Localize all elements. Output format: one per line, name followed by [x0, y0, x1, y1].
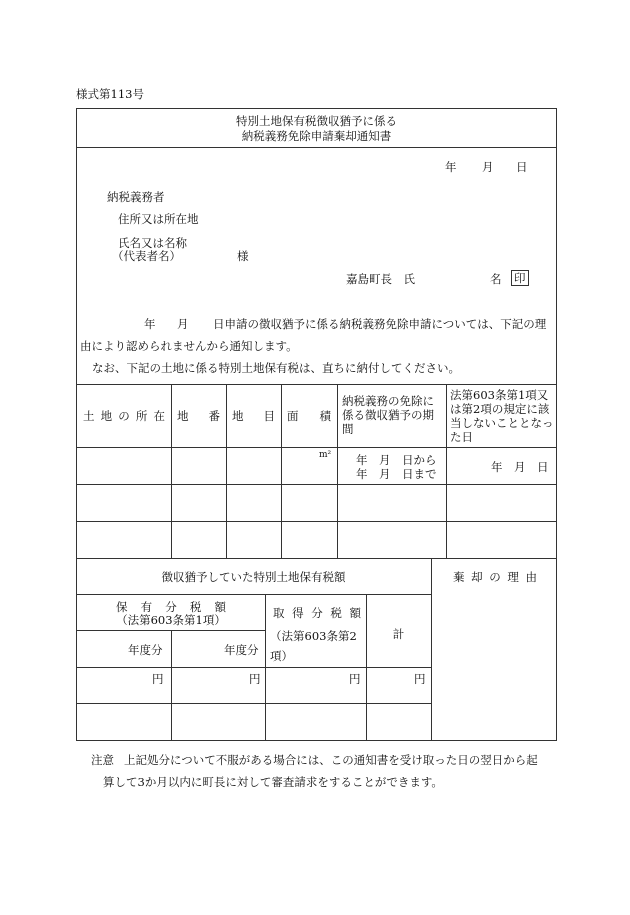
seal-mark [511, 270, 529, 286]
header-exclusion: 法第603条第1項又は第2項の規定に該当しないこととなった日 [450, 388, 554, 444]
header-period: 納税義務の免除に係る徴収猶予の期間 [342, 394, 434, 436]
header-location: 土地の所在 [83, 409, 165, 423]
acquisition-sub: （法第603条第2項） [270, 629, 357, 663]
body-line3: なお、下記の土地に係る特別土地保有税は、直ちに納付してください。 [92, 361, 460, 375]
form-title-line2: 納税義務免除申請棄却通知書 [241, 129, 392, 143]
yen-4: 円 [414, 672, 426, 686]
issuer-name-char: 名 [490, 272, 502, 286]
taxpayer-label: 納税義務者 [107, 190, 165, 204]
yen-2: 円 [249, 672, 261, 686]
fiscal-year-1: 年度分 [128, 643, 163, 657]
note-label: 注意 [91, 753, 114, 767]
date-year: 年 [445, 160, 457, 174]
yen-1: 円 [152, 672, 164, 686]
period-from: 年 月 日から [356, 453, 437, 467]
yen-3: 円 [349, 672, 361, 686]
header-category: 地目 [232, 409, 275, 423]
header-lot: 地番 [177, 409, 220, 423]
representative-label: （代表者名） [112, 249, 181, 263]
acquisition-header: 取得分税額 [273, 606, 361, 620]
body-year: 年 [144, 317, 156, 331]
reason-header: 棄却の理由 [453, 570, 537, 584]
exclusion-date: 年 月 日 [491, 460, 549, 474]
holding-sub: （法第603条第1項） [116, 613, 226, 627]
form-number: 様式第113号 [76, 87, 144, 101]
body-month: 月 [177, 317, 189, 331]
note-line2: 算して3か月以内に町長に対して審査請求をすることができます。 [103, 775, 443, 789]
holding-header-text: 保有分税額 [116, 600, 226, 614]
seal-text: 印 [511, 270, 529, 286]
address-label: 住所又は所在地 [118, 212, 199, 226]
form-title-line1: 特別土地保有税徴収猶予に係る [236, 114, 397, 128]
name-label: 氏名又は名称 [118, 236, 187, 250]
body-line1: 日申請の徴収猶予に係る納税義務免除申請については、下記の理 [213, 317, 547, 331]
body-line2: 由により認められませんから通知します。 [80, 339, 298, 353]
total-header: 計 [392, 627, 405, 641]
period-to: 年 月 日まで [356, 467, 437, 481]
date-month: 月 [482, 160, 494, 174]
header-area: 面積 [287, 409, 331, 423]
area-unit: m² [319, 450, 332, 460]
fiscal-year-2: 年度分 [224, 643, 259, 657]
date-day: 日 [516, 160, 528, 174]
issuer-title: 嘉島町長 氏 [346, 272, 415, 286]
honorific: 様 [237, 249, 249, 263]
deferred-tax-header: 徴収猶予していた特別土地保有税額 [161, 570, 346, 584]
note-line1: 上記処分について不服がある場合には、この通知書を受け取った日の翌日から起 [124, 753, 538, 767]
